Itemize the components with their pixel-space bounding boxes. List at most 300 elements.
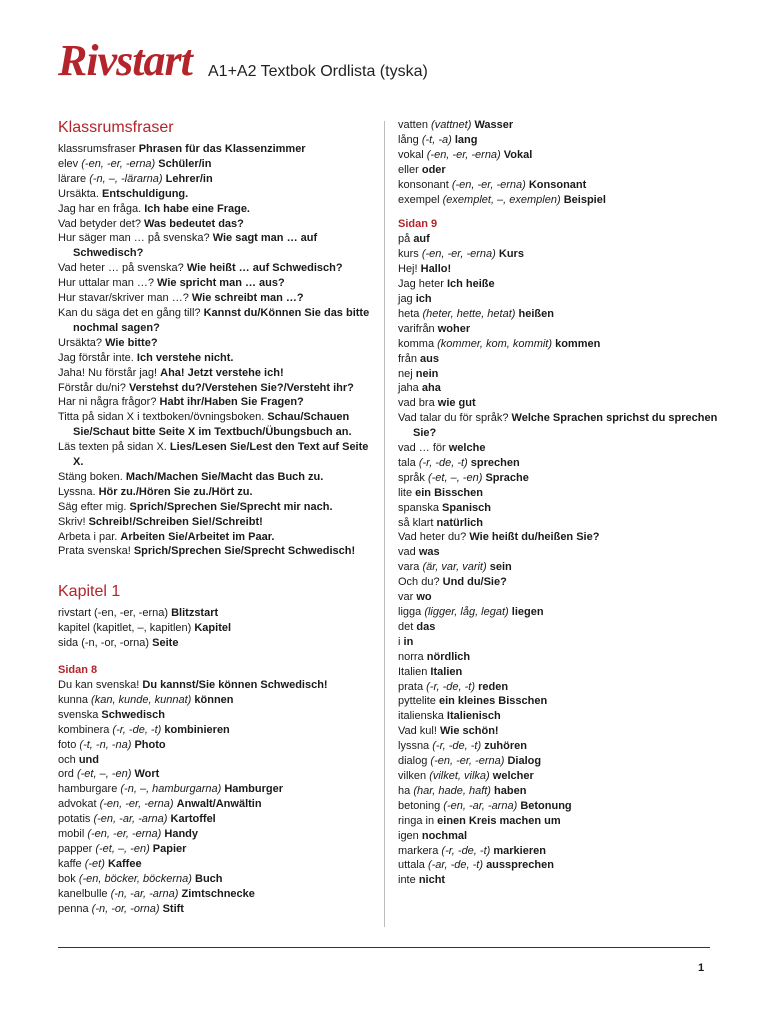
swedish-term: Skriv! [58, 515, 86, 528]
inflection-forms: (-en, -er, -erna) [421, 248, 496, 261]
swedish-term: Vad betyder det? [58, 217, 141, 230]
german-translation: aussprechen [486, 859, 554, 872]
german-translation: Seite [152, 637, 179, 650]
inflection-forms: (-en, -er, -erna) [99, 798, 174, 811]
swedish-term: komma [398, 337, 435, 350]
swedish-term: ringa in [398, 814, 435, 827]
german-translation: kombinieren [164, 723, 230, 736]
inflection-forms: (-en, -er, -erna) [426, 148, 501, 161]
german-translation: Schüler/in [158, 157, 212, 170]
german-translation: sprechen [470, 456, 520, 469]
german-translation: Phrasen für das Klassenzimmer [138, 143, 306, 155]
swedish-term: uttala [398, 859, 425, 872]
vocab-entry [58, 872, 376, 887]
swedish-term: norra [398, 650, 424, 663]
german-translation: in [403, 635, 414, 648]
swedish-term: Arbeta i par. [58, 530, 118, 543]
swedish-term: penna [58, 902, 89, 915]
swedish-term: jag [398, 292, 413, 305]
vocab-entry [398, 352, 718, 367]
vocab-entry [58, 708, 376, 723]
german-translation: Lies/Lesen Sie/Lest den Text auf Seite X. [73, 441, 369, 469]
vocab-entry [58, 678, 376, 693]
swedish-term: hamburgare [58, 783, 118, 796]
swedish-term: Titta på sidan X i textboken/övningsboken. [58, 411, 265, 424]
vocab-entry [398, 739, 718, 754]
vocab-entry [398, 193, 718, 208]
swedish-term: lärare [58, 172, 87, 185]
german-translation: zuhören [484, 740, 527, 753]
vocab-entry [58, 887, 376, 902]
german-translation: Wort [134, 768, 160, 781]
german-translation: Schau/Schauen Sie/Schaut bitte Seite X im Textbuch/Übungsbuch an. [73, 411, 352, 439]
subsection-title-sidan-9: Sidan 9 [398, 218, 438, 231]
inflection-forms: (kommer, kom, kommit) [437, 337, 553, 350]
inflection-forms: (-r, -de, -t) [432, 740, 482, 753]
swedish-term: vokal [398, 148, 424, 161]
vocab-entry [58, 291, 376, 306]
page-number: 1 [698, 962, 705, 974]
swedish-term: Vad heter … på svenska? [58, 262, 184, 275]
german-translation: Konsonant [528, 178, 587, 191]
vocab-entry [58, 351, 376, 366]
vocab-entry [398, 873, 718, 888]
german-translation: Wasser [474, 119, 514, 131]
vocab-entry [58, 827, 376, 842]
swedish-term: Hur uttalar man …? [58, 277, 154, 290]
swedish-term: var [398, 591, 414, 604]
vocab-entry [58, 500, 376, 515]
german-translation: nicht [418, 874, 446, 887]
swedish-term: potatis [58, 813, 91, 826]
swedish-term: Förstår du/ni? [58, 381, 126, 394]
vocab-entry [398, 292, 718, 307]
vocab-entry [58, 693, 376, 708]
swedish-term: vad … för [398, 442, 446, 455]
inflection-forms: (-n, -or, -orna) [91, 902, 160, 915]
german-translation: Betonung [520, 799, 572, 812]
swedish-term: lyssna [398, 740, 430, 753]
german-translation: nein [415, 367, 439, 380]
german-translation: lang [454, 133, 478, 146]
swedish-term: så klart [398, 516, 434, 529]
german-translation: Buch [195, 872, 223, 885]
german-translation: reden [478, 680, 509, 693]
german-translation: Sprich/Sprechen Sie/Sprecht Schwedisch! [133, 545, 356, 558]
section-title-klassrumsfraser: Klassrumsfraser [58, 119, 174, 136]
inflection-forms: (heter, hette, hetat) [422, 307, 516, 320]
vocab-entry [58, 261, 376, 276]
swedish-term: Stäng boken. [58, 470, 123, 483]
german-translation: Aha! Jetzt verstehe ich! [160, 366, 284, 379]
inflection-forms: (-en, -ar, -arna) [93, 813, 168, 826]
swedish-term: bok [58, 872, 76, 885]
swedish-term: igen [398, 829, 419, 842]
swedish-term: klassrumsfraser [58, 143, 136, 155]
vocab-entry [398, 545, 718, 560]
german-translation: ich [415, 292, 432, 305]
vocab-entry [58, 530, 376, 545]
swedish-term: exempel [398, 193, 440, 206]
swedish-term: tala [398, 456, 416, 469]
vocab-entry [398, 635, 718, 650]
vocab-entry [58, 485, 376, 500]
german-translation: Papier [152, 842, 187, 855]
german-translation: Schwedisch [101, 708, 165, 721]
inflection-forms: (exemplet, –, exemplen) [442, 193, 561, 206]
swedish-term: kaffe [58, 857, 82, 870]
right-column [398, 118, 718, 888]
german-translation: Beispiel [563, 193, 606, 206]
vocab-entry [398, 456, 718, 471]
swedish-term: kunna [58, 693, 88, 706]
german-translation: Kannst du/Können Sie das bitte nochmal sagen? [73, 306, 370, 334]
german-translation: natürlich [436, 516, 483, 529]
swedish-term: språk [398, 471, 425, 484]
vocab-entry [58, 276, 376, 291]
vocab-entry [398, 486, 718, 501]
german-translation: Du kannst/Sie können Schwedisch! [142, 679, 328, 691]
vocab-entry [398, 724, 718, 739]
vocab-entry [58, 172, 376, 187]
swedish-term: ligga [398, 606, 422, 618]
vocab-entry [398, 694, 718, 709]
inflection-forms: (-et, –, -en) [427, 471, 483, 484]
vocab-entry [398, 620, 718, 635]
german-translation: Photo [134, 738, 166, 751]
vocab-entry [398, 829, 718, 844]
vocab-entry [58, 142, 376, 157]
swedish-term: rivstart (-en, -er, -erna) [58, 607, 169, 620]
vocab-entry [58, 753, 376, 768]
vocab-entry [398, 396, 718, 411]
vocab-entry [58, 381, 376, 396]
swedish-term: jaha [398, 382, 419, 395]
vocab-entry [58, 797, 376, 812]
sidan-8-list [58, 678, 376, 917]
vocab-entry [398, 337, 718, 352]
swedish-term: spanska [398, 501, 439, 514]
german-translation: Hamburger [224, 783, 284, 796]
swedish-term: Jag heter [398, 278, 444, 291]
vocab-entry [58, 767, 376, 782]
swedish-term: sida (-n, -or, -orna) [58, 637, 150, 650]
vocab-entry [398, 709, 718, 724]
german-translation: Italien [430, 665, 463, 678]
vocab-entry [398, 560, 718, 575]
vocab-entry [398, 148, 718, 163]
german-translation: aus [420, 352, 439, 365]
inflection-forms: (-n, –, -lärarna) [89, 172, 163, 185]
vocab-entry [58, 395, 376, 410]
german-translation: auf [413, 233, 430, 246]
swedish-term: lite [398, 486, 413, 499]
subsection-title-sidan-8: Sidan 8 [58, 664, 98, 677]
document-title: A1+A2 Textbok Ordlista (tyska) [208, 63, 428, 80]
column-divider [384, 121, 385, 927]
vocab-entry [398, 501, 718, 516]
inflection-forms: (-et) [84, 857, 105, 870]
german-translation: Habt ihr/Haben Sie Fragen? [159, 396, 304, 409]
german-translation: Und du/Sie? [442, 576, 507, 589]
swedish-term: konsonant [398, 178, 449, 191]
german-translation: Wie schreibt man …? [191, 292, 304, 305]
german-translation: Kapitel [194, 622, 232, 635]
vocab-entry [58, 410, 376, 440]
swedish-term: Ursäkta. [58, 187, 99, 200]
german-translation: Anwalt/Anwältin [176, 798, 262, 811]
vocab-entry [398, 178, 718, 193]
vocab-entry [398, 590, 718, 605]
vocab-entry [398, 858, 718, 873]
german-translation: liegen [511, 606, 544, 618]
swedish-term: Vad talar du för språk? [398, 412, 509, 425]
swedish-term: eller [398, 163, 419, 176]
vocab-entry [398, 650, 718, 665]
swedish-term: Italien [398, 665, 428, 678]
german-translation: einen Kreis machen um [437, 814, 561, 827]
swedish-term: det [398, 620, 414, 633]
vocab-entry [58, 902, 376, 917]
german-translation: Welche Sprachen sprichst du sprechen Sie? [413, 412, 718, 440]
inflection-forms: (-r, -de, -t) [441, 844, 491, 857]
german-translation: heißen [518, 307, 554, 320]
vocab-entry [58, 812, 376, 827]
klassrum-list [58, 142, 376, 559]
vocab-entry [398, 530, 718, 545]
german-translation: ein kleines Bisschen [438, 695, 548, 708]
swedish-term: Hur stavar/skriver man …? [58, 292, 189, 305]
german-translation: nördlich [426, 650, 471, 663]
inflection-forms: (-en, -ar, -arna) [443, 799, 518, 812]
german-translation: welche [448, 442, 486, 455]
inflection-forms: (-r, -de, -t) [112, 723, 162, 736]
german-translation: Mach/Machen Sie/Macht das Buch zu. [125, 470, 324, 483]
swedish-term: varifrån [398, 322, 435, 335]
swedish-term: Hej! [398, 263, 418, 276]
vocab-entry [398, 262, 718, 277]
vocab-entry [58, 606, 376, 621]
vocab-entry [58, 723, 376, 738]
footer-rule [58, 947, 710, 948]
german-translation: Kurs [498, 248, 524, 261]
inflection-forms: (-n, –, hamburgarna) [120, 783, 222, 796]
swedish-term: på [398, 233, 411, 246]
vocab-entry [398, 247, 718, 262]
inflection-forms: (-t, -a) [421, 133, 452, 146]
swedish-term: kapitel (kapitlet, –, kapitlen) [58, 622, 192, 635]
swedish-term: vatten [398, 119, 428, 131]
vocab-entry [398, 411, 718, 441]
vocab-entry [58, 782, 376, 797]
german-translation: Wie heißt … auf Schwedisch? [186, 262, 343, 275]
german-translation: welcher [492, 769, 534, 782]
german-translation: Wie sagt man … auf Schwedisch? [73, 232, 318, 260]
swedish-term: Ursäkta? [58, 336, 103, 349]
german-translation: Vokal [503, 148, 533, 161]
swedish-term: Kan du säga det en gång till? [58, 306, 201, 319]
swedish-term: Och du? [398, 576, 440, 589]
vocab-entry [398, 769, 718, 784]
german-translation: Wie schön! [440, 725, 499, 738]
swedish-term: vara [398, 561, 420, 574]
swedish-term: Jag förstår inte. [58, 351, 134, 364]
vocab-entry [398, 307, 718, 322]
left-column [58, 118, 376, 917]
inflection-forms: (-r, -de, -t) [426, 680, 476, 693]
swedish-term: ha [398, 784, 411, 797]
german-translation: Spanisch [442, 501, 491, 514]
swedish-term: vilken [398, 769, 427, 782]
vocab-entry [398, 163, 718, 178]
german-translation: Was bedeutet das? [144, 217, 244, 230]
vocab-entry [398, 441, 718, 456]
swedish-term: lång [398, 133, 419, 146]
vocab-entry [398, 799, 718, 814]
german-translation: markieren [493, 844, 546, 857]
vocab-entry [398, 232, 718, 247]
german-translation: das [416, 620, 436, 633]
vocab-entry [398, 118, 718, 133]
vocab-entry [58, 440, 376, 470]
german-translation: haben [494, 784, 527, 797]
inflection-forms: (-en, -er, -erna) [451, 178, 526, 191]
vocab-entry [58, 202, 376, 217]
swedish-term: Har ni några frågor? [58, 396, 157, 409]
swedish-term: vad [398, 546, 416, 559]
german-translation: was [418, 546, 440, 559]
vocab-entry [58, 336, 376, 351]
swedish-term: svenska [58, 708, 99, 721]
german-translation: Entschuldigung. [102, 187, 189, 200]
swedish-term: pyttelite [398, 695, 436, 708]
vocab-entry [58, 857, 376, 872]
swedish-term: advokat [58, 798, 97, 811]
inflection-forms: (-et, –, -en) [76, 768, 132, 781]
german-translation: Wie spricht man … aus? [157, 277, 285, 290]
vocab-list-continued [398, 118, 718, 207]
german-translation: wie gut [437, 397, 476, 410]
inflection-forms: (-en, böcker, böckerna) [78, 872, 192, 885]
swedish-term: inte [398, 874, 416, 887]
inflection-forms: (kan, kunde, kunnat) [91, 693, 192, 706]
vocab-entry [398, 665, 718, 680]
swedish-term: ord [58, 768, 74, 781]
page-header [58, 36, 718, 96]
german-translation: Ich habe eine Frage. [144, 202, 250, 215]
inflection-forms: (-en, -er, -erna) [430, 755, 505, 768]
german-translation: Verstehst du?/Verstehen Sie?/Versteht ihr? [128, 381, 354, 394]
vocab-entry [398, 133, 718, 148]
inflection-forms: (har, hade, haft) [413, 784, 491, 797]
vocab-entry [398, 605, 718, 620]
swedish-term: Säg efter mig. [58, 500, 127, 513]
inflection-forms: (-t, -n, -na) [79, 738, 132, 751]
sidan-9-list [398, 232, 718, 888]
swedish-term: Läs texten på sidan X. [58, 441, 167, 454]
swedish-term: heta [398, 307, 420, 320]
swedish-term: prata [398, 680, 424, 693]
swedish-term: foto [58, 738, 77, 751]
german-translation: Hör zu./Hören Sie zu./Hört zu. [98, 485, 253, 498]
swedish-term: Vad heter du? [398, 531, 467, 544]
german-translation: Ich verstehe nicht. [136, 351, 234, 364]
german-translation: oder [421, 163, 446, 176]
inflection-forms: (är, var, varit) [422, 561, 487, 574]
swedish-term: och [58, 753, 76, 766]
german-translation: Sprache [485, 471, 529, 484]
vocab-entry [58, 515, 376, 530]
vocab-entry [58, 738, 376, 753]
swedish-term: mobil [58, 828, 85, 841]
vocab-entry [398, 784, 718, 799]
german-translation: Hallo! [420, 263, 452, 276]
swedish-term: dialog [398, 755, 428, 768]
swedish-term: elev [58, 157, 79, 170]
vocab-entry [398, 575, 718, 590]
german-translation: Stift [162, 902, 184, 915]
vocab-entry [58, 217, 376, 232]
vocab-entry [58, 157, 376, 172]
swedish-term: italienska [398, 710, 444, 723]
swedish-term: kurs [398, 248, 419, 261]
rivstart-logo: Rivstart [58, 36, 192, 85]
german-translation: Kaffee [107, 857, 142, 870]
german-translation: Lehrer/in [165, 172, 213, 185]
swedish-term: Lyssna. [58, 485, 96, 498]
swedish-term: papper [58, 842, 93, 855]
german-translation: Dialog [507, 755, 542, 768]
german-translation: können [194, 693, 234, 706]
german-translation: ein Bisschen [415, 486, 483, 499]
german-translation: kommen [555, 337, 601, 350]
vocab-entry [58, 842, 376, 857]
german-translation: nochmal [421, 829, 468, 842]
german-translation: aha [421, 382, 441, 395]
german-translation: wo [416, 591, 432, 604]
vocab-entry [58, 306, 376, 336]
swedish-term: i [398, 635, 401, 648]
swedish-term: Prata svenska! [58, 545, 131, 558]
vocab-entry [398, 814, 718, 829]
vocab-entry [398, 754, 718, 769]
swedish-term: betoning [398, 799, 441, 812]
swedish-term: vad bra [398, 397, 435, 410]
german-translation: Wie heißt du/heißen Sie? [469, 531, 600, 544]
german-translation: woher [437, 322, 471, 335]
inflection-forms: (-n, -ar, -arna) [110, 887, 179, 900]
vocab-entry [58, 470, 376, 485]
inflection-forms: (-r, -de, -t) [418, 456, 468, 469]
german-translation: Zimtschnecke [181, 887, 255, 900]
swedish-term: Hur säger man … på svenska? [58, 232, 210, 245]
german-translation: Blitzstart [171, 607, 219, 620]
kapitel-list [58, 606, 376, 651]
inflection-forms: (-et, –, -en) [95, 842, 150, 855]
swedish-term: kanelbulle [58, 887, 108, 900]
section-title-kapitel-1: Kapitel 1 [58, 583, 121, 601]
swedish-term: Jaha! Nu förstår jag! [58, 366, 158, 379]
vocab-entry [398, 680, 718, 695]
german-translation: Wie bitte? [105, 336, 158, 349]
swedish-term: Jag har en fråga. [58, 202, 142, 215]
vocab-entry [398, 322, 718, 337]
vocab-entry [398, 367, 718, 382]
vocab-entry [398, 381, 718, 396]
swedish-term: markera [398, 844, 439, 857]
vocab-entry [398, 516, 718, 531]
swedish-term: nej [398, 367, 413, 380]
